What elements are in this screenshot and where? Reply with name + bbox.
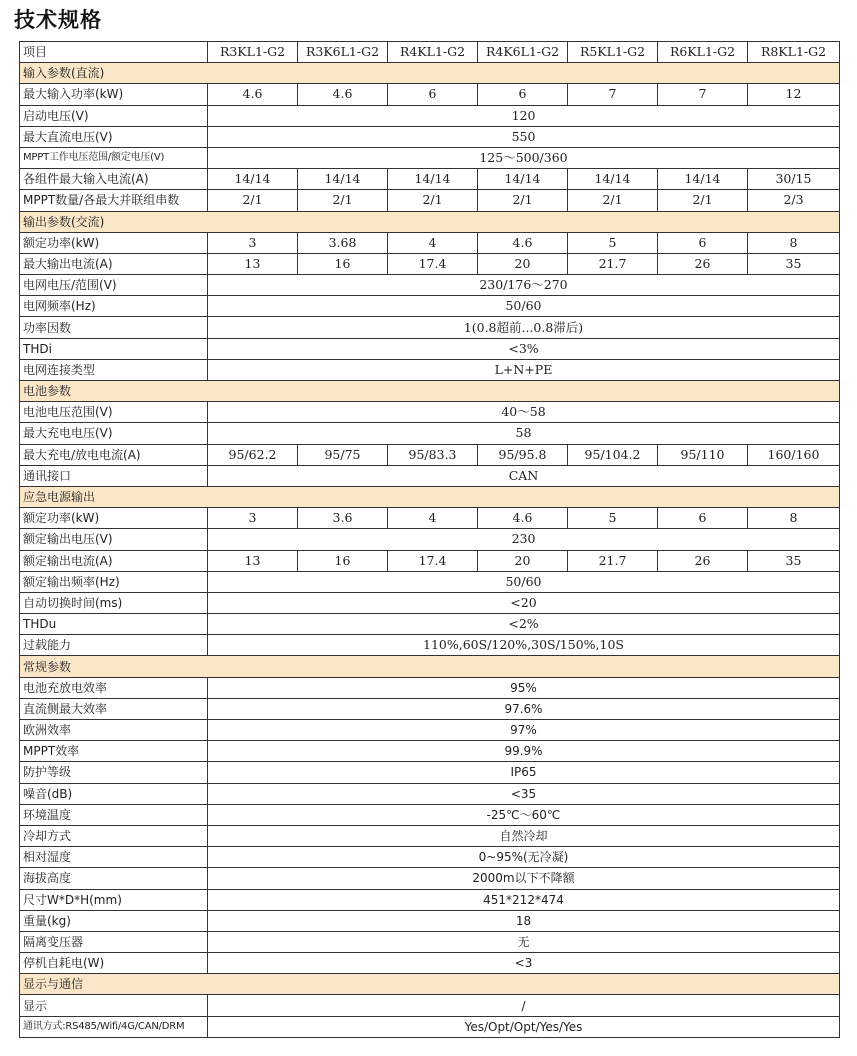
spec-label: MPPT数量/各最大并联组串数	[20, 190, 208, 211]
spec-value: <3	[208, 953, 840, 974]
spec-value: 2/1	[568, 190, 658, 211]
spec-value: 160/160	[748, 444, 840, 465]
spec-value: 3.6	[298, 508, 388, 529]
section-title: 常规参数	[20, 656, 840, 677]
spec-value: 6	[658, 232, 748, 253]
spec-label: 停机自耗电(W)	[20, 953, 208, 974]
section-row	[20, 486, 840, 507]
spec-value: 14/14	[298, 169, 388, 190]
spec-label: 额定功率(kW)	[20, 232, 208, 253]
spec-row	[20, 698, 840, 719]
spec-value: 4.6	[208, 84, 298, 105]
spec-row	[20, 995, 840, 1016]
section-row	[20, 63, 840, 84]
model-header: R3K6L1-G2	[298, 42, 388, 63]
spec-row	[20, 338, 840, 359]
spec-value: 35	[748, 550, 840, 571]
spec-value: 97%	[208, 720, 840, 741]
model-header: R3KL1-G2	[208, 42, 298, 63]
spec-value: 110%,60S/120%,30S/150%,10S	[208, 635, 840, 656]
spec-row	[20, 147, 840, 168]
model-header: R5KL1-G2	[568, 42, 658, 63]
spec-row	[20, 508, 840, 529]
spec-value: 5	[568, 232, 658, 253]
section-title: 电池参数	[20, 381, 840, 402]
spec-value: 50/60	[208, 296, 840, 317]
spec-row	[20, 931, 840, 952]
spec-value: 18	[208, 910, 840, 931]
spec-value: 14/14	[208, 169, 298, 190]
section-title: 输出参数(交流)	[20, 211, 840, 232]
spec-value: 230	[208, 529, 840, 550]
spec-value: 4.6	[478, 508, 568, 529]
spec-value: 13	[208, 550, 298, 571]
spec-label: 额定功率(kW)	[20, 508, 208, 529]
spec-label: 最大输出电流(A)	[20, 253, 208, 274]
spec-row	[20, 253, 840, 274]
spec-row	[20, 317, 840, 338]
spec-value: 14/14	[568, 169, 658, 190]
spec-row	[20, 571, 840, 592]
spec-value: 2/1	[658, 190, 748, 211]
spec-value: 2/1	[298, 190, 388, 211]
spec-label: 额定输出电压(V)	[20, 529, 208, 550]
spec-value: 4.6	[298, 84, 388, 105]
spec-value: 2/1	[208, 190, 298, 211]
spec-label: 自动切换时间(ms)	[20, 592, 208, 613]
spec-value: 14/14	[478, 169, 568, 190]
spec-value: 17.4	[388, 253, 478, 274]
spec-row	[20, 953, 840, 974]
spec-row	[20, 105, 840, 126]
spec-value: 0~95%(无冷凝)	[208, 847, 840, 868]
spec-value: 58	[208, 423, 840, 444]
spec-label: 噪音(dB)	[20, 783, 208, 804]
spec-value: 6	[478, 84, 568, 105]
spec-row	[20, 529, 840, 550]
spec-value: Yes/Opt/Opt/Yes/Yes	[208, 1016, 840, 1037]
section-title: 输入参数(直流)	[20, 63, 840, 84]
spec-value: 3.68	[298, 232, 388, 253]
spec-label: 各组件最大输入电流(A)	[20, 169, 208, 190]
spec-row	[20, 592, 840, 613]
spec-value: 14/14	[658, 169, 748, 190]
section-row	[20, 974, 840, 995]
spec-row	[20, 275, 840, 296]
spec-value: 6	[388, 84, 478, 105]
spec-label: 额定输出电流(A)	[20, 550, 208, 571]
spec-label: 电网频率(Hz)	[20, 296, 208, 317]
spec-value: 95/104.2	[568, 444, 658, 465]
spec-value: 16	[298, 253, 388, 274]
spec-row	[20, 296, 840, 317]
spec-value: 230/176～270	[208, 275, 840, 296]
spec-value: 95%	[208, 677, 840, 698]
model-header: R4K6L1-G2	[478, 42, 568, 63]
spec-value: <20	[208, 592, 840, 613]
spec-value: 14/14	[388, 169, 478, 190]
spec-row	[20, 825, 840, 846]
model-header: R4KL1-G2	[388, 42, 478, 63]
spec-table	[19, 41, 840, 1038]
spec-label: 尺寸W*D*H(mm)	[20, 889, 208, 910]
spec-value: 自然冷却	[208, 825, 840, 846]
spec-value: 8	[748, 508, 840, 529]
spec-value: 26	[658, 550, 748, 571]
spec-label: 电池电压范围(V)	[20, 402, 208, 423]
spec-row	[20, 614, 840, 635]
spec-value: 35	[748, 253, 840, 274]
spec-row	[20, 1016, 840, 1037]
spec-row	[20, 804, 840, 825]
spec-value: 5	[568, 508, 658, 529]
spec-value: 2/1	[478, 190, 568, 211]
spec-label: THDu	[20, 614, 208, 635]
spec-value: 20	[478, 253, 568, 274]
spec-label: 最大充电/放电电流(A)	[20, 444, 208, 465]
spec-value: 125～500/360	[208, 147, 840, 168]
spec-row	[20, 635, 840, 656]
spec-row	[20, 169, 840, 190]
spec-label: 重量(kg)	[20, 910, 208, 931]
spec-row	[20, 720, 840, 741]
spec-label: 最大输入功率(kW)	[20, 84, 208, 105]
spec-value: 451*212*474	[208, 889, 840, 910]
spec-value: 26	[658, 253, 748, 274]
spec-label: 隔离变压器	[20, 931, 208, 952]
spec-row	[20, 910, 840, 931]
page-title: 技术规格	[14, 8, 102, 32]
spec-value: 30/15	[748, 169, 840, 190]
spec-value: 95/83.3	[388, 444, 478, 465]
spec-row	[20, 359, 840, 380]
spec-label: 欧洲效率	[20, 720, 208, 741]
section-title: 显示与通信	[20, 974, 840, 995]
spec-value: <3%	[208, 338, 840, 359]
spec-label: 通讯接口	[20, 465, 208, 486]
spec-value: 21.7	[568, 253, 658, 274]
spec-label: THDi	[20, 338, 208, 359]
header-item-label: 项目	[20, 42, 208, 63]
spec-value: 50/60	[208, 571, 840, 592]
spec-value: CAN	[208, 465, 840, 486]
spec-label: 过载能力	[20, 635, 208, 656]
spec-label: 防护等级	[20, 762, 208, 783]
spec-row	[20, 444, 840, 465]
section-row	[20, 656, 840, 677]
spec-value: 1(0.8超前...0.8滞后)	[208, 317, 840, 338]
spec-value: <2%	[208, 614, 840, 635]
spec-value: 无	[208, 931, 840, 952]
section-row	[20, 211, 840, 232]
spec-value: 2000m以下不降额	[208, 868, 840, 889]
spec-value: 2/1	[388, 190, 478, 211]
spec-label: 电网电压/范围(V)	[20, 275, 208, 296]
spec-value: 95/75	[298, 444, 388, 465]
spec-row	[20, 190, 840, 211]
spec-value: L+N+PE	[208, 359, 840, 380]
spec-label: 最大充电电压(V)	[20, 423, 208, 444]
spec-label: 电网连接类型	[20, 359, 208, 380]
spec-row	[20, 126, 840, 147]
spec-value: 550	[208, 126, 840, 147]
spec-label: 显示	[20, 995, 208, 1016]
spec-value: 20	[478, 550, 568, 571]
spec-row	[20, 84, 840, 105]
spec-row	[20, 868, 840, 889]
spec-value: 99.9%	[208, 741, 840, 762]
spec-row	[20, 232, 840, 253]
spec-value: 95/62.2	[208, 444, 298, 465]
model-header: R6KL1-G2	[658, 42, 748, 63]
spec-value: 3	[208, 508, 298, 529]
spec-value: 2/3	[748, 190, 840, 211]
spec-value: 4.6	[478, 232, 568, 253]
spec-value: /	[208, 995, 840, 1016]
spec-row	[20, 741, 840, 762]
spec-label: 额定输出频率(Hz)	[20, 571, 208, 592]
spec-label: MPPT效率	[20, 741, 208, 762]
spec-row	[20, 762, 840, 783]
spec-value: 95/110	[658, 444, 748, 465]
spec-row	[20, 677, 840, 698]
spec-label: 冷却方式	[20, 825, 208, 846]
spec-value: 8	[748, 232, 840, 253]
spec-row	[20, 402, 840, 423]
spec-row	[20, 550, 840, 571]
spec-label: 通讯方式:RS485/Wifi/4G/CAN/DRM	[20, 1016, 208, 1037]
spec-value: 12	[748, 84, 840, 105]
spec-value: 6	[658, 508, 748, 529]
spec-value: 7	[658, 84, 748, 105]
spec-row	[20, 847, 840, 868]
spec-label: 最大直流电压(V)	[20, 126, 208, 147]
spec-value: 7	[568, 84, 658, 105]
section-title: 应急电源输出	[20, 486, 840, 507]
spec-value: 16	[298, 550, 388, 571]
spec-value: IP65	[208, 762, 840, 783]
spec-label: 直流侧最大效率	[20, 698, 208, 719]
spec-value: 120	[208, 105, 840, 126]
spec-value: 17.4	[388, 550, 478, 571]
spec-label: 功率因数	[20, 317, 208, 338]
spec-label: 海拔高度	[20, 868, 208, 889]
spec-value: 95/95.8	[478, 444, 568, 465]
spec-value: 13	[208, 253, 298, 274]
spec-label: 启动电压(V)	[20, 105, 208, 126]
spec-row	[20, 423, 840, 444]
spec-value: -25℃～60℃	[208, 804, 840, 825]
spec-value: 97.6%	[208, 698, 840, 719]
spec-label: 电池充放电效率	[20, 677, 208, 698]
header-row	[20, 42, 840, 63]
spec-label: MPPT工作电压范围/额定电压(V)	[20, 147, 208, 168]
spec-row	[20, 783, 840, 804]
spec-value: 4	[388, 508, 478, 529]
spec-value: 40～58	[208, 402, 840, 423]
spec-value: 21.7	[568, 550, 658, 571]
section-row	[20, 381, 840, 402]
model-header: R8KL1-G2	[748, 42, 840, 63]
spec-row	[20, 889, 840, 910]
spec-label: 环境温度	[20, 804, 208, 825]
spec-value: <35	[208, 783, 840, 804]
spec-row	[20, 465, 840, 486]
spec-value: 4	[388, 232, 478, 253]
spec-value: 3	[208, 232, 298, 253]
spec-label: 相对湿度	[20, 847, 208, 868]
